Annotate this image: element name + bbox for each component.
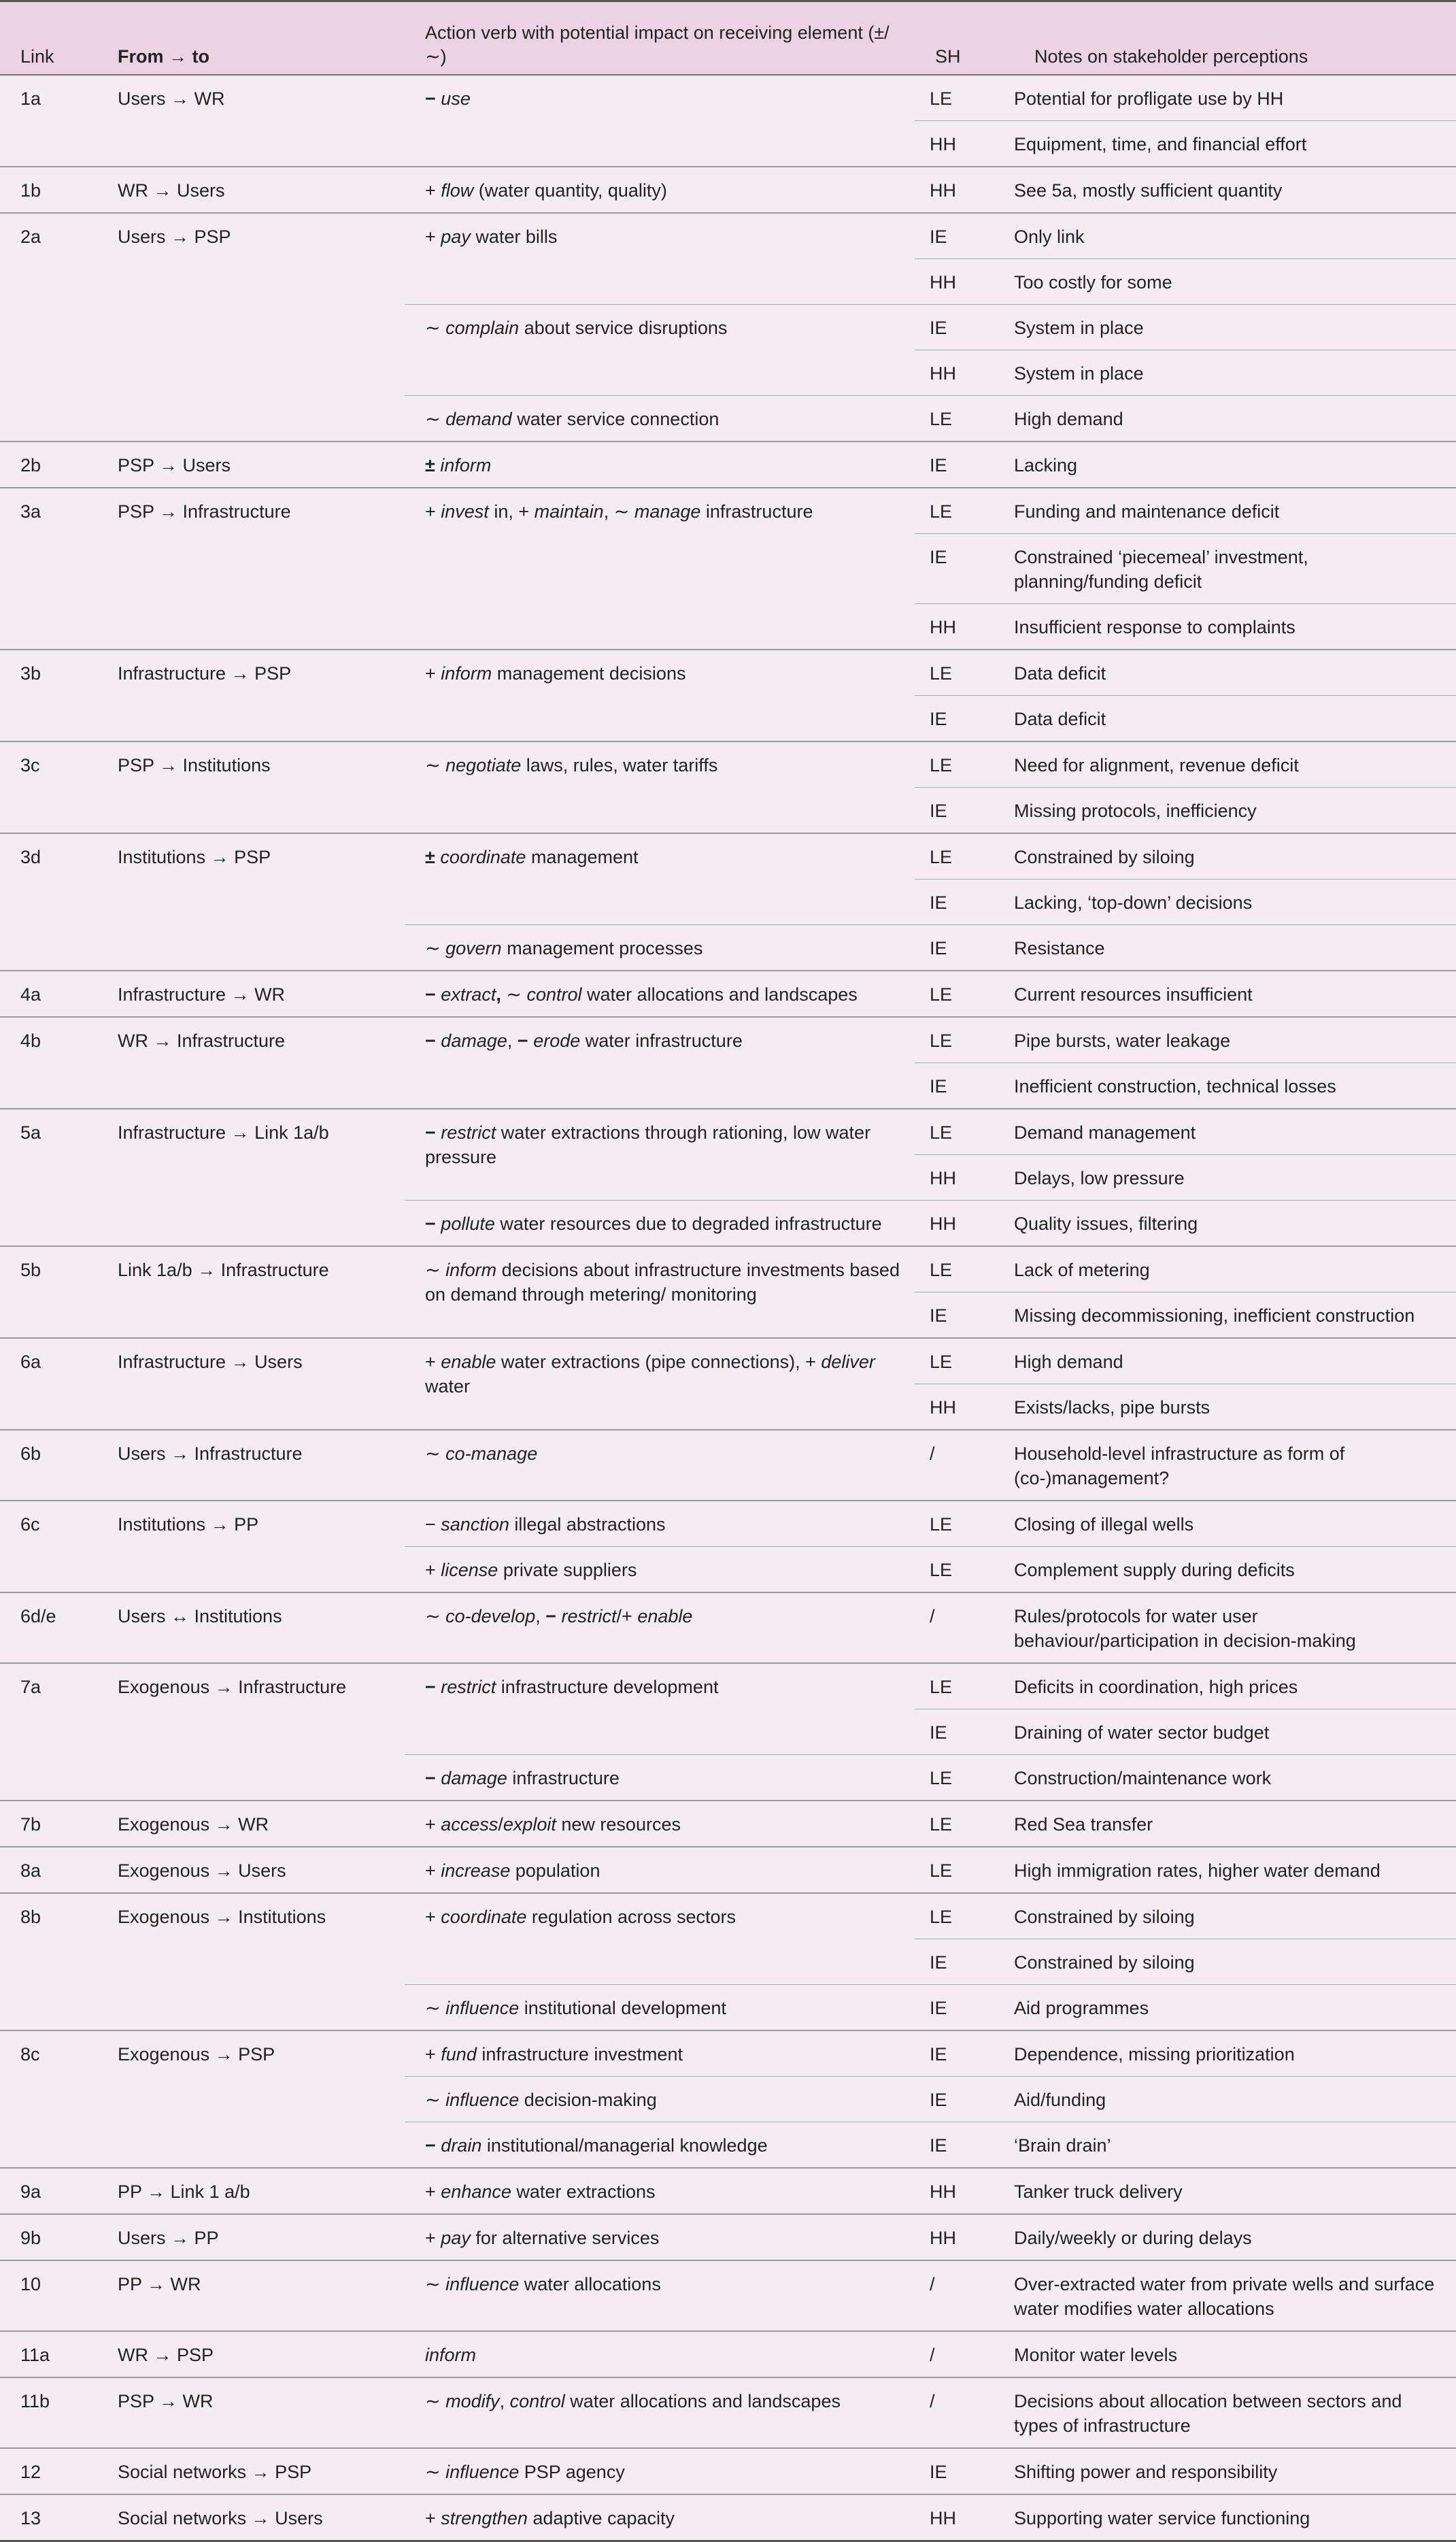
action-cell: + coordinate regulation across sectors (405, 1893, 915, 1985)
action-cell: − sanction illegal abstractions (405, 1501, 915, 1547)
notes-cell: Red Sea transfer (1014, 1801, 1456, 1847)
notes-cell: Rules/protocols for water user behaviour/participation in decision-making (1014, 1592, 1456, 1663)
notes-cell: Dependence, missing prioritization (1014, 2030, 1456, 2077)
from-to-cell: Exogenous → Infrastructure (97, 1663, 405, 1801)
notes-cell: Decisions about allocation between sectors and types of infrastructure (1014, 2377, 1456, 2448)
link-id-cell: 9a (0, 2168, 97, 2214)
stakeholder-cell: IE (915, 1063, 1014, 1109)
stakeholder-cell: IE (915, 2448, 1014, 2494)
link-id-cell: 1b (0, 167, 97, 213)
stakeholder-cell: HH (915, 2494, 1014, 2541)
stakeholder-cell: LE (915, 488, 1014, 534)
stakeholder-cell: / (915, 2331, 1014, 2377)
from-to-cell: Link 1a/b → Infrastructure (97, 1246, 405, 1338)
stakeholder-cell: IE (915, 2122, 1014, 2169)
notes-cell: Supporting water service functioning (1014, 2494, 1456, 2541)
link-id-cell: 13 (0, 2494, 97, 2541)
notes-cell: Monitor water levels (1014, 2331, 1456, 2377)
table-row (0, 2168, 1456, 2214)
table-row (0, 1017, 1456, 1063)
stakeholder-cell: IE (915, 788, 1014, 834)
table-row (0, 833, 1456, 880)
stakeholder-cell: LE (915, 833, 1014, 880)
from-to-cell: Users → WR (97, 75, 405, 167)
from-to-cell: PP → WR (97, 2260, 405, 2331)
notes-cell: Lack of metering (1014, 1246, 1456, 1292)
table-row (0, 2214, 1456, 2260)
stakeholder-cell: IE (915, 534, 1014, 604)
action-cell: inform (405, 2331, 915, 2377)
notes-cell: Constrained by siloing (1014, 1939, 1456, 1985)
notes-cell: Complement supply during deficits (1014, 1547, 1456, 1593)
link-id-cell: 4a (0, 971, 97, 1017)
link-id-cell: 8c (0, 2030, 97, 2168)
from-to-cell: PP → Link 1 a/b (97, 2168, 405, 2214)
stakeholder-cell: LE (915, 1847, 1014, 1893)
notes-cell: Insufficient response to complaints (1014, 604, 1456, 650)
link-id-cell: 8a (0, 1847, 97, 1893)
stakeholder-cell: LE (915, 1893, 1014, 1939)
from-to-cell: WR → PSP (97, 2331, 405, 2377)
action-cell: − restrict infrastructure development (405, 1663, 915, 1755)
notes-cell: Quality issues, filtering (1014, 1201, 1456, 1247)
table-row (0, 441, 1456, 488)
notes-cell: High immigration rates, higher water demand (1014, 1847, 1456, 1893)
notes-cell: Too costly for some (1014, 259, 1456, 305)
action-cell: − restrict water extractions through rationing, low water pressure (405, 1109, 915, 1201)
stakeholder-cell: LE (915, 971, 1014, 1017)
from-to-cell: Users → Infrastructure (97, 1430, 405, 1501)
stakeholder-cell: IE (915, 441, 1014, 488)
table-row (0, 1430, 1456, 1501)
action-cell: + increase population (405, 1847, 915, 1893)
stakeholder-cell: LE (915, 741, 1014, 788)
link-id-cell: 9b (0, 2214, 97, 2260)
action-cell: + access/exploit new resources (405, 1801, 915, 1847)
from-to-cell: Social networks → PSP (97, 2448, 405, 2494)
table-row (0, 75, 1456, 121)
notes-cell: Equipment, time, and financial effort (1014, 121, 1456, 167)
notes-cell: Exists/lacks, pipe bursts (1014, 1384, 1456, 1431)
table-row (0, 213, 1456, 259)
table-row (0, 650, 1456, 696)
notes-cell: Construction/maintenance work (1014, 1755, 1456, 1801)
notes-cell: High demand (1014, 396, 1456, 442)
notes-cell: Funding and maintenance deficit (1014, 488, 1456, 534)
notes-cell: Pipe bursts, water leakage (1014, 1017, 1456, 1063)
notes-cell: Need for alignment, revenue deficit (1014, 741, 1456, 788)
stakeholder-cell: HH (915, 2168, 1014, 2214)
stakeholder-cell: HH (915, 1384, 1014, 1431)
link-id-cell: 6b (0, 1430, 97, 1501)
table-row (0, 2377, 1456, 2448)
stakeholder-cell: IE (915, 2030, 1014, 2077)
notes-cell: Missing protocols, inefficiency (1014, 788, 1456, 834)
from-to-cell: Infrastructure → Link 1a/b (97, 1109, 405, 1246)
stakeholder-cell: LE (915, 1246, 1014, 1292)
link-id-cell: 5a (0, 1109, 97, 1246)
table-row (0, 741, 1456, 788)
notes-cell: Shifting power and responsibility (1014, 2448, 1456, 2494)
action-cell: + inform management decisions (405, 650, 915, 741)
table-row (0, 2030, 1456, 2077)
header-sh: SH (915, 1, 1014, 76)
notes-cell: Missing decommissioning, inefficient construction (1014, 1292, 1456, 1339)
notes-cell: See 5a, mostly sufficient quantity (1014, 167, 1456, 213)
action-cell: ∼ co-develop, − restrict/+ enable (405, 1592, 915, 1663)
header-action: Action verb with potential impact on receiving element (±/∼) (405, 1, 915, 76)
action-cell: + fund infrastructure investment (405, 2030, 915, 2077)
table-row (0, 971, 1456, 1017)
notes-cell: Lacking (1014, 441, 1456, 488)
from-to-cell: Infrastructure → Users (97, 1338, 405, 1430)
action-cell: ∼ influence decision-making (405, 2077, 915, 2122)
table-row (0, 1501, 1456, 1547)
action-cell: ∼ govern management processes (405, 925, 915, 971)
from-to-cell: Exogenous → Institutions (97, 1893, 405, 2030)
stakeholder-cell: IE (915, 925, 1014, 971)
stakeholder-cell: LE (915, 396, 1014, 442)
notes-cell: Potential for profligate use by HH (1014, 75, 1456, 121)
header-link: Link (0, 1, 97, 76)
from-to-cell: PSP → Infrastructure (97, 488, 405, 650)
action-cell: ∼ influence institutional development (405, 1985, 915, 2031)
action-cell: ∼ modify, control water allocations and landscapes (405, 2377, 915, 2448)
table-row (0, 1338, 1456, 1384)
from-to-cell: PSP → Users (97, 441, 405, 488)
notes-cell: Constrained by siloing (1014, 833, 1456, 880)
notes-cell: Delays, low pressure (1014, 1155, 1456, 1201)
action-cell: + invest in, + maintain, ∼ manage infrastructure (405, 488, 915, 650)
action-cell: ∼ influence water allocations (405, 2260, 915, 2331)
stakeholder-cell: IE (915, 1939, 1014, 1985)
notes-cell: Resistance (1014, 925, 1456, 971)
from-to-cell: Users → PSP (97, 213, 405, 441)
from-to-cell: Users → PP (97, 2214, 405, 2260)
from-to-cell: Infrastructure → WR (97, 971, 405, 1017)
link-id-cell: 12 (0, 2448, 97, 2494)
table-row (0, 1246, 1456, 1292)
link-id-cell: 11a (0, 2331, 97, 2377)
notes-cell: System in place (1014, 305, 1456, 350)
from-to-cell: PSP → WR (97, 2377, 405, 2448)
link-id-cell: 2a (0, 213, 97, 441)
stakeholder-cell: IE (915, 2077, 1014, 2122)
link-id-cell: 6a (0, 1338, 97, 1430)
table-row (0, 1109, 1456, 1155)
stakeholder-cell: HH (915, 1201, 1014, 1247)
stakeholder-cell: LE (915, 1663, 1014, 1709)
notes-cell: Data deficit (1014, 696, 1456, 742)
stakeholder-cell: IE (915, 880, 1014, 925)
action-cell: + enhance water extractions (405, 2168, 915, 2214)
from-to-cell: Infrastructure → PSP (97, 650, 405, 741)
action-cell: + strengthen adaptive capacity (405, 2494, 915, 2541)
from-to-cell: Exogenous → WR (97, 1801, 405, 1847)
stakeholder-cell: HH (915, 350, 1014, 396)
link-id-cell: 10 (0, 2260, 97, 2331)
link-id-cell: 2b (0, 441, 97, 488)
table-body (0, 75, 1456, 2541)
action-cell: + enable water extractions (pipe connections), + deliver water (405, 1338, 915, 1430)
notes-cell: ‘Brain drain’ (1014, 2122, 1456, 2169)
link-id-cell: 6d/e (0, 1592, 97, 1663)
notes-cell: Current resources insufficient (1014, 971, 1456, 1017)
action-cell: − damage infrastructure (405, 1755, 915, 1801)
table-row (0, 2260, 1456, 2331)
table-row (0, 1663, 1456, 1709)
from-to-cell: Exogenous → Users (97, 1847, 405, 1893)
action-cell: − pollute water resources due to degraded infrastructure (405, 1201, 915, 1247)
stakeholder-cell: LE (915, 650, 1014, 696)
stakeholder-cell: / (915, 1592, 1014, 1663)
link-id-cell: 7a (0, 1663, 97, 1801)
stakeholder-cell: IE (915, 305, 1014, 350)
link-id-cell: 3a (0, 488, 97, 650)
notes-cell: Data deficit (1014, 650, 1456, 696)
stakeholder-cell: IE (915, 696, 1014, 742)
stakeholder-cell: / (915, 2377, 1014, 2448)
notes-cell: High demand (1014, 1338, 1456, 1384)
stakeholder-cell: HH (915, 121, 1014, 167)
notes-cell: Aid programmes (1014, 1985, 1456, 2031)
notes-cell: Aid/funding (1014, 2077, 1456, 2122)
link-id-cell: 3b (0, 650, 97, 741)
table-row (0, 1592, 1456, 1663)
stakeholder-cell: HH (915, 167, 1014, 213)
stakeholder-cell: HH (915, 2214, 1014, 2260)
stakeholder-cell: LE (915, 1017, 1014, 1063)
table-row (0, 1801, 1456, 1847)
header-from-to: From → to (97, 1, 405, 76)
stakeholder-cell: IE (915, 1709, 1014, 1755)
notes-cell: Household-level infrastructure as form of (co-)management? (1014, 1430, 1456, 1501)
notes-cell: Demand management (1014, 1109, 1456, 1155)
action-cell: ∼ complain about service disruptions (405, 305, 915, 396)
action-cell: + flow (water quantity, quality) (405, 167, 915, 213)
from-to-cell: Institutions → PP (97, 1501, 405, 1592)
notes-cell: Deficits in coordination, high prices (1014, 1663, 1456, 1709)
link-id-cell: 3c (0, 741, 97, 833)
link-id-cell: 5b (0, 1246, 97, 1338)
table-row (0, 2448, 1456, 2494)
from-to-cell: Institutions → PSP (97, 833, 405, 971)
link-id-cell: 6c (0, 1501, 97, 1592)
table-row (0, 167, 1456, 213)
action-cell: ∼ demand water service connection (405, 396, 915, 442)
notes-cell: Daily/weekly or during delays (1014, 2214, 1456, 2260)
stakeholder-cell: HH (915, 259, 1014, 305)
action-cell: ∼ inform decisions about infrastructure investments based on demand through metering/ monitoring (405, 1246, 915, 1338)
action-cell: ∼ negotiate laws, rules, water tariffs (405, 741, 915, 833)
from-to-cell: PSP → Institutions (97, 741, 405, 833)
action-cell: + pay for alternative services (405, 2214, 915, 2260)
notes-cell: Tanker truck delivery (1014, 2168, 1456, 2214)
stakeholder-cell: LE (915, 1801, 1014, 1847)
stakeholder-cell: IE (915, 213, 1014, 259)
stakeholder-cell: LE (915, 75, 1014, 121)
table-row (0, 2494, 1456, 2541)
table-row (0, 1847, 1456, 1893)
link-id-cell: 7b (0, 1801, 97, 1847)
notes-cell: Inefficient construction, technical losses (1014, 1063, 1456, 1109)
action-cell: + license private suppliers (405, 1547, 915, 1593)
link-id-cell: 3d (0, 833, 97, 971)
link-id-cell: 11b (0, 2377, 97, 2448)
action-cell: + pay water bills (405, 213, 915, 305)
notes-cell: Only link (1014, 213, 1456, 259)
notes-cell: Constrained by siloing (1014, 1893, 1456, 1939)
notes-cell: Closing of illegal wells (1014, 1501, 1456, 1547)
stakeholder-cell: LE (915, 1109, 1014, 1155)
header-row (0, 1, 1456, 76)
stakeholder-cell: HH (915, 604, 1014, 650)
action-cell: − use (405, 75, 915, 167)
action-cell: − drain institutional/managerial knowledge (405, 2122, 915, 2169)
from-to-cell: Social networks → Users (97, 2494, 405, 2541)
stakeholder-cell: IE (915, 1985, 1014, 2031)
from-to-cell: WR → Users (97, 167, 405, 213)
stakeholder-cell: LE (915, 1338, 1014, 1384)
table-row (0, 488, 1456, 534)
link-id-cell: 1a (0, 75, 97, 167)
notes-cell: Over-extracted water from private wells and surface water modifies water allocations (1014, 2260, 1456, 2331)
stakeholder-cell: / (915, 1430, 1014, 1501)
action-cell: ∼ co-manage (405, 1430, 915, 1501)
from-to-cell: WR → Infrastructure (97, 1017, 405, 1109)
from-to-cell: Exogenous → PSP (97, 2030, 405, 2168)
link-id-cell: 4b (0, 1017, 97, 1109)
from-to-cell: Users ↔ Institutions (97, 1592, 405, 1663)
notes-cell: System in place (1014, 350, 1456, 396)
stakeholder-cell: / (915, 2260, 1014, 2331)
action-cell: ± coordinate management (405, 833, 915, 925)
action-cell: ± inform (405, 441, 915, 488)
stakeholder-cell: LE (915, 1547, 1014, 1593)
stakeholder-cell: LE (915, 1755, 1014, 1801)
action-cell: ∼ influence PSP agency (405, 2448, 915, 2494)
action-cell: − extract, ∼ control water allocations and landscapes (405, 971, 915, 1017)
stakeholder-cell: LE (915, 1501, 1014, 1547)
stakeholder-cell: HH (915, 1155, 1014, 1201)
link-id-cell: 8b (0, 1893, 97, 2030)
action-cell: − damage, − erode water infrastructure (405, 1017, 915, 1109)
header-notes: Notes on stakeholder perceptions (1014, 1, 1456, 76)
notes-cell: Lacking, ‘top-down’ decisions (1014, 880, 1456, 925)
stakeholder-cell: IE (915, 1292, 1014, 1339)
table-row (0, 2331, 1456, 2377)
notes-cell: Constrained ‘piecemeal’ investment, planning/funding deficit (1014, 534, 1456, 604)
table-row (0, 1893, 1456, 1939)
notes-cell: Draining of water sector budget (1014, 1709, 1456, 1755)
